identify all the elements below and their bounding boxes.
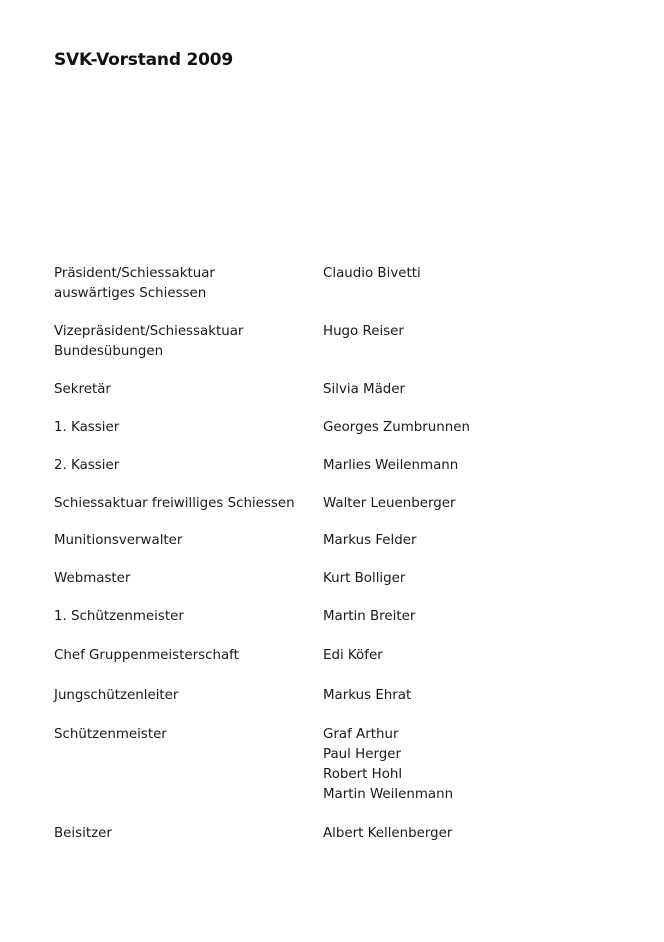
member-names xyxy=(323,418,613,438)
role-label: Sekretär xyxy=(54,382,111,397)
member-names xyxy=(323,725,613,805)
member-names xyxy=(323,322,613,342)
role-label: Chef Gruppenmeisterschaft xyxy=(54,648,239,663)
member-names xyxy=(323,264,613,284)
member-names xyxy=(323,686,613,706)
role-label: Webmaster xyxy=(54,571,131,586)
role-label: Vizepräsident/Schiessaktuar Bundesübungen xyxy=(54,324,244,359)
role-label: Jungschützenleiter xyxy=(54,688,179,703)
member-name: Graf Arthur xyxy=(323,727,399,742)
member-name: Albert Kellenberger xyxy=(323,826,453,841)
role-label: Munitionsverwalter xyxy=(54,533,183,548)
member-names xyxy=(323,824,613,844)
role-label: 2. Kassier xyxy=(54,458,120,473)
member-name: Hugo Reiser xyxy=(323,324,404,339)
role-label: 1. Kassier xyxy=(54,420,120,435)
member-name: Robert Hohl xyxy=(323,767,403,782)
member-name: Martin Weilenmann xyxy=(323,787,454,802)
member-name: Markus Ehrat xyxy=(323,688,412,703)
member-names xyxy=(323,380,613,400)
page-title: SVK-Vorstand 2009 xyxy=(54,50,234,70)
member-name: Kurt Bolliger xyxy=(323,571,406,586)
member-names xyxy=(323,456,613,476)
member-name: Georges Zumbrunnen xyxy=(323,420,470,435)
role-label: Präsident/Schiessaktuar auswärtiges Schiessen xyxy=(54,266,215,301)
member-name: Paul Herger xyxy=(323,747,401,762)
member-names xyxy=(323,569,613,589)
member-name: Marlies Weilenmann xyxy=(323,458,459,473)
member-name: Claudio Bivetti xyxy=(323,266,421,281)
member-name: Silvia Mäder xyxy=(323,382,406,397)
member-name: Walter Leuenberger xyxy=(323,496,456,511)
member-names xyxy=(323,607,613,627)
member-names xyxy=(323,531,613,551)
member-names xyxy=(323,646,613,666)
member-name: Edi Köfer xyxy=(323,648,383,663)
member-names xyxy=(323,494,613,514)
role-label: Schiessaktuar freiwilliges Schiessen xyxy=(54,496,295,511)
member-name: Markus Felder xyxy=(323,533,417,548)
member-name: Martin Breiter xyxy=(323,609,416,624)
role-label: Beisitzer xyxy=(54,826,112,841)
role-label: Schützenmeister xyxy=(54,727,167,742)
role-label: 1. Schützenmeister xyxy=(54,609,184,624)
